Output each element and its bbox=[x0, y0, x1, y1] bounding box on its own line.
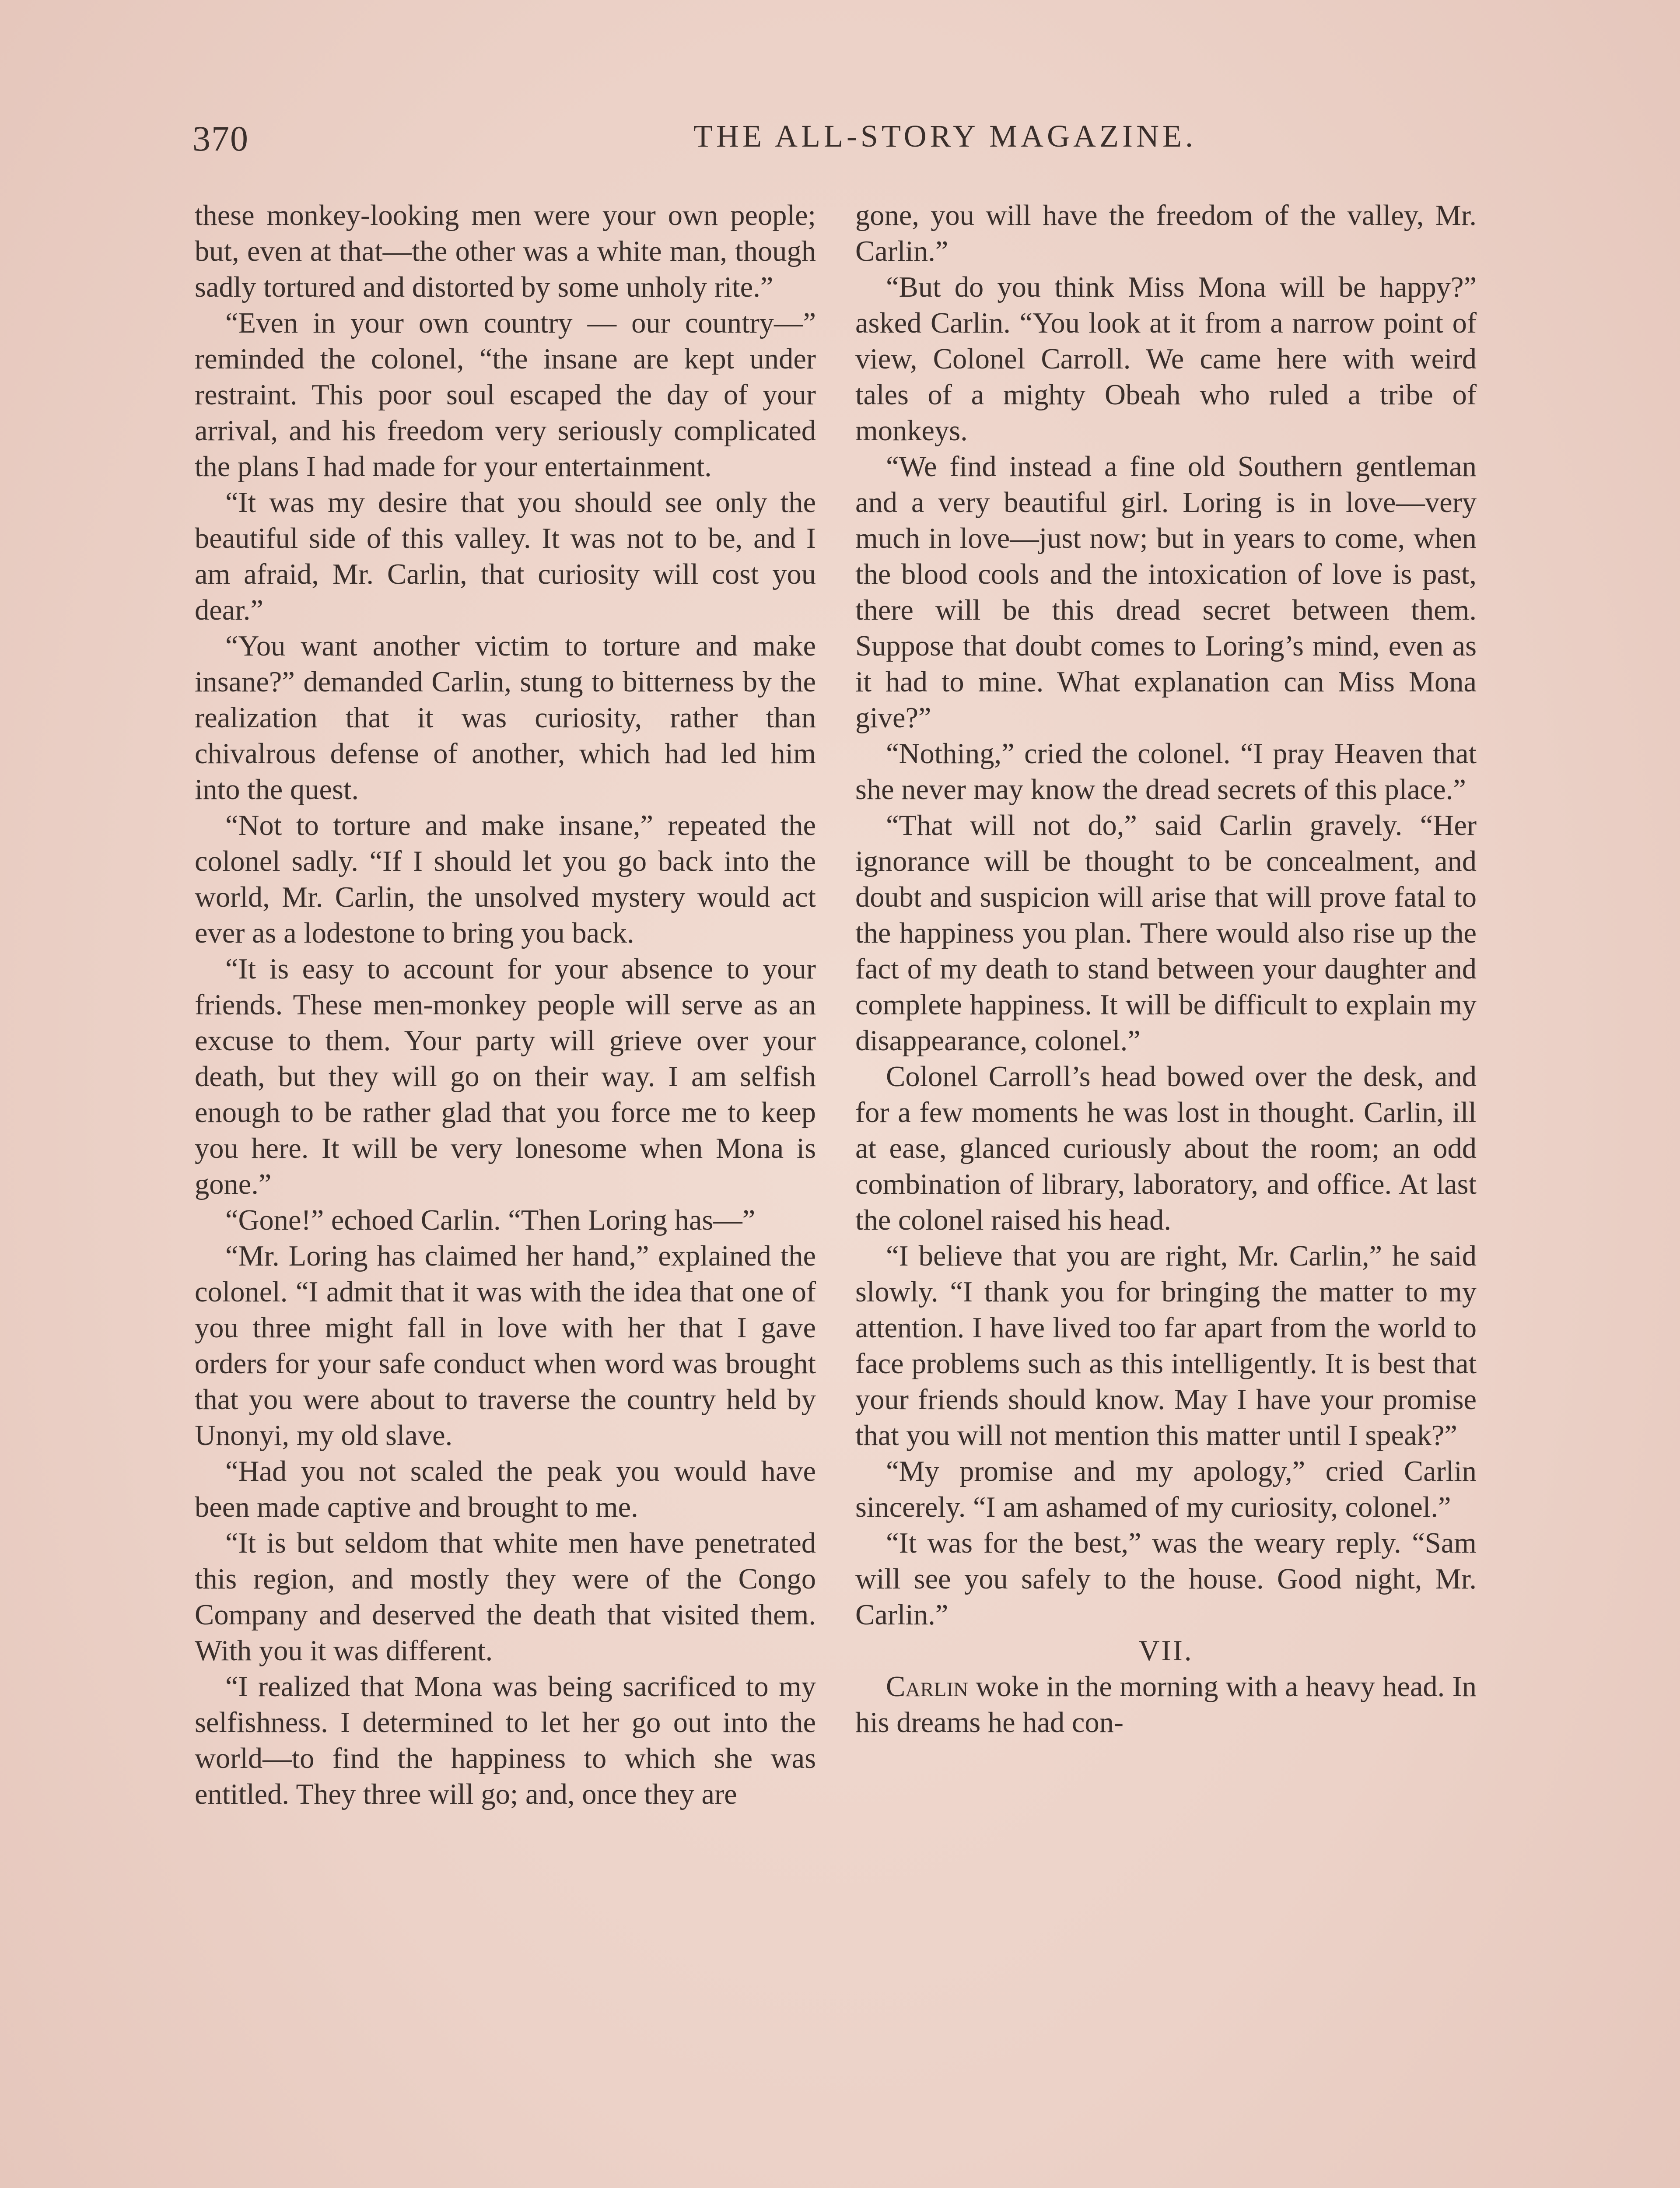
paragraph: “It was my desire that you should see only the beautiful side of this valley. It was not to be, and I am afraid, Mr. Carlin, that curiosity will cost you dear.” bbox=[195, 487, 816, 626]
paragraph: “We find instead a fine old Southern gentleman and a very beautiful girl. Loring is in love—very much in love—just now; but in years to come, when the blood cools and the intoxication of love is past, there will be this dread secret between them. Suppose that doubt comes to Loring’s mind, even as it had to mine. What explanation can Miss Mona give?” bbox=[855, 451, 1477, 734]
page-header bbox=[192, 118, 1505, 171]
paragraph: “Even in your own country — our country—” reminded the colonel, “the insane are kept under restraint. This poor soul escaped the day of your arrival, and his freedom very seriously complicated the plans I had made for your entertainment. bbox=[195, 307, 816, 483]
section-opening-paragraph bbox=[855, 1669, 1477, 1741]
section-heading: VII. bbox=[1138, 1635, 1194, 1667]
paragraph: “It is but seldom that white men have penetrated this region, and mostly they were of the Congo Company and deserved the death that visited them. With you it was different. bbox=[195, 1527, 816, 1667]
paragraph: “That will not do,” said Carlin gravely. “Her ignorance will be thought to be concealment, and doubt and suspicion will arise that will prove fatal to the happiness you plan. There would also rise up the fact of my death to stand between your daughter and complete happiness. It will be difficult to explain my disappearance, colonel.” bbox=[855, 810, 1477, 1057]
paragraph: gone, you will have the freedom of the valley, Mr. Carlin.” bbox=[855, 200, 1477, 267]
paragraph: “Mr. Loring has claimed her hand,” explained the colonel. “I admit that it was with the idea that one of you three might fall in love with her that I gave orders for your safe conduct when word was brought that you were about to traverse the country held by Unonyi, my old slave. bbox=[195, 1240, 816, 1452]
lead-word: Carlin bbox=[886, 1671, 968, 1703]
right-column bbox=[855, 198, 1477, 1741]
lead-text: woke in the morning with a heavy head. In his dreams he had con- bbox=[855, 1671, 1477, 1739]
paragraph: “It is easy to account for your absence to your friends. These men-monkey people will serve as an excuse to them. Your party will grieve over your death, but they will go on their way. I am selfish enough to be rather glad that you force me to keep you here. It will be very lonesome when Mona is gone.” bbox=[195, 953, 816, 1200]
paragraph: “I believe that you are right, Mr. Carlin,” he said slowly. “I thank you for bringing the matter to my attention. I have lived too far apart from the world to face problems such as this intelligently. It is best that your friends should know. May I have your promise that you will not mention this matter until I speak?” bbox=[855, 1240, 1477, 1452]
paragraph: “You want another victim to torture and make insane?” demanded Carlin, stung to bitterness by the realization that it was curiosity, rather than chivalrous defense of another, which had led him into the quest. bbox=[195, 630, 816, 806]
paragraph: these monkey-looking men were your own people; but, even at that—the other was a white man, though sadly tortured and distorted by some unholy rite.” bbox=[195, 200, 816, 303]
paragraph: “But do you think Miss Mona will be happy?” asked Carlin. “You look at it from a narrow point of view, Colonel Carroll. We came here with weird tales of a mighty Obeah who ruled a tribe of monkeys. bbox=[855, 271, 1477, 447]
paragraph: “My promise and my apology,” cried Carlin sincerely. “I am ashamed of my curiosity, colonel.” bbox=[855, 1455, 1477, 1523]
paragraph: “Not to torture and make insane,” repeated the colonel sadly. “If I should let you go back into the world, Mr. Carlin, the unsolved mystery would act ever as a lodestone to bring you back. bbox=[195, 810, 816, 949]
paragraph: “I realized that Mona was being sacrificed to my selfishness. I determined to let her go out into the world—to find the happiness to which she was entitled. They three will go; and, once they are bbox=[195, 1671, 816, 1810]
left-column bbox=[195, 198, 816, 1813]
running-title: THE ALL-STORY MAGAZINE. bbox=[693, 119, 1197, 154]
paragraph: “Had you not scaled the peak you would have been made captive and brought to me. bbox=[195, 1455, 816, 1523]
paragraph: “Nothing,” cried the colonel. “I pray Heaven that she never may know the dread secrets of this place.” bbox=[855, 738, 1477, 806]
page-number: 370 bbox=[192, 119, 249, 158]
paragraph: “It was for the best,” was the weary reply. “Sam will see you safely to the house. Good night, Mr. Carlin.” bbox=[855, 1527, 1477, 1631]
paragraph: “Gone!” echoed Carlin. “Then Loring has—” bbox=[225, 1204, 756, 1236]
paragraph: Colonel Carroll’s head bowed over the desk, and for a few moments he was lost in thought. Carlin, ill at ease, glanced curiously about the room; an odd combination of library, laboratory, and office. At last the colonel raised his head. bbox=[855, 1061, 1477, 1236]
